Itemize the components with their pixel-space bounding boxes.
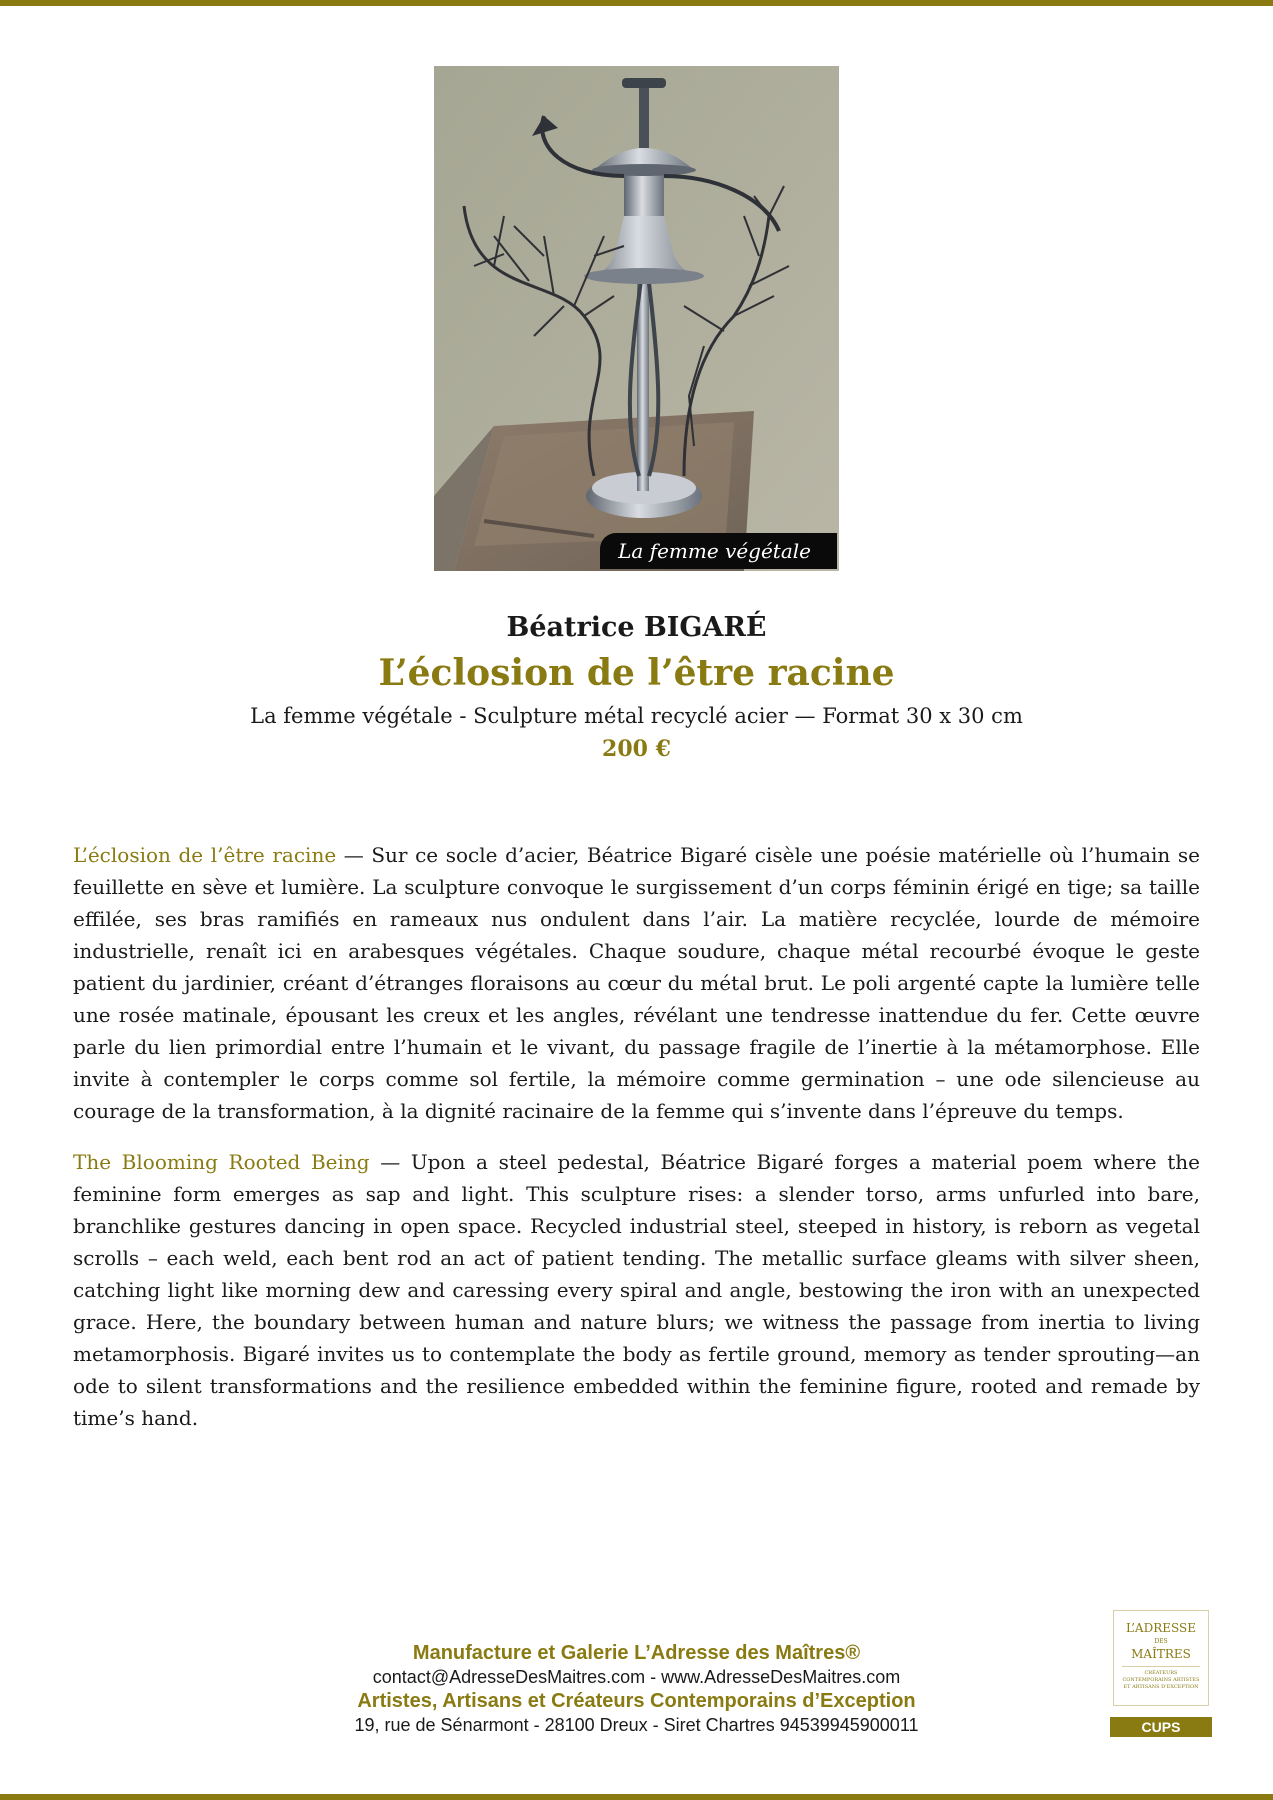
bottom-accent-bar — [0, 1794, 1273, 1800]
artist-name: Béatrice BIGARÉ — [506, 612, 767, 643]
artwork-photo — [434, 66, 839, 571]
description-french-lead: L’éclosion de l’être racine — [73, 843, 337, 867]
logo-badge: CUPS — [1110, 1717, 1212, 1737]
description-french — [73, 839, 1200, 1127]
artwork-title: L’éclosion de l’être racine — [378, 652, 895, 694]
logo-line-2: DES — [1154, 1638, 1168, 1645]
gallery-footer — [0, 1640, 1273, 1736]
artwork-subtitle: La femme végétale - Sculpture métal recyclé acier — Format 30 x 30 cm — [250, 704, 1023, 728]
description-english-text: — Upon a steel pedestal, Béatrice Bigaré forges a material poem where the feminine form emerges as sap and light. This sculpture rises: a slender torso, arms unfurled into bare, branchlike gestures dancing in open space. Recycled industrial steel, steeped in history, is reborn as vegetal scrolls – each weld, each bent rod an act of patient tending. The metallic surface gleams with silver sheen, catching light like morning dew and caressing every spiral and angle, bestowing the iron with an unexpected grace. Here, the boundary between human and nature blurs; we witness the passage from inertia to living metamorphosis. Bigaré invites us to contemplate the body as fertile ground, memory as tender sprouting—an ode to silent transformations and the resilience embedded within the feminine figure, rooted and remade by time’s hand. — [73, 1150, 1200, 1430]
logo-line-3: MAÎTRES — [1131, 1647, 1191, 1661]
gallery-logo — [1113, 1610, 1209, 1706]
logo-line-1: L’ADRESSE — [1126, 1621, 1196, 1635]
sculpture-image — [434, 66, 839, 571]
top-accent-bar — [0, 0, 1273, 6]
description-french-text: — Sur ce socle d’acier, Béatrice Bigaré cisèle une poésie matérielle où l’humain se feuillette en sève et lumière. La sculpture convoque le surgissement d’un corps féminin érigé en tige; sa taille effilée, ses bras ramifiés en rameaux nus ondulent dans l’air. La matière recyclée, lourde de mémoire industrielle, renaît ici en arabesques végétales. Chaque soudure, chaque métal recourbé évoque le geste patient du jardinier, créant d’étranges floraisons au cœur du métal brut. Le poli argenté capte la lumière telle une rosée matinale, épousant les creux et les angles, révélant une tendresse inattendue du fer. Cette œuvre parle du lien primordial entre l’humain et le vivant, du passage fragile de l’inertie à la métamorphose. Elle invite à contempler le corps comme sol fertile, la mémoire comme germination – une ode silencieuse au courage de la transformation, à la dignité racinaire de la femme qui s’invente dans l’épreuve du temps. — [73, 843, 1200, 1123]
gallery-name: Manufacture et Galerie L’Adresse des Maîtres® — [412, 1642, 861, 1664]
description-english-lead: The Blooming Rooted Being — [73, 1150, 370, 1174]
gallery-contact: contact@AdresseDesMaitres.com - www.AdresseDesMaitres.com — [372, 1667, 901, 1687]
gallery-tagline: Artistes, Artisans et Créateurs Contemporains d’Exception — [357, 1690, 916, 1712]
photo-caption: La femme végétale — [600, 533, 837, 569]
description-english — [73, 1146, 1200, 1434]
logo-line-4: CRÉATEURS CONTEMPORAINS ARTISTES ET ARTISANS D’EXCEPTION — [1122, 1666, 1200, 1691]
gallery-address: 19, rue de Sénarmont - 28100 Dreux - Siret Chartres 94539945900011 — [354, 1715, 919, 1735]
artwork-price: 200 € — [602, 736, 671, 762]
